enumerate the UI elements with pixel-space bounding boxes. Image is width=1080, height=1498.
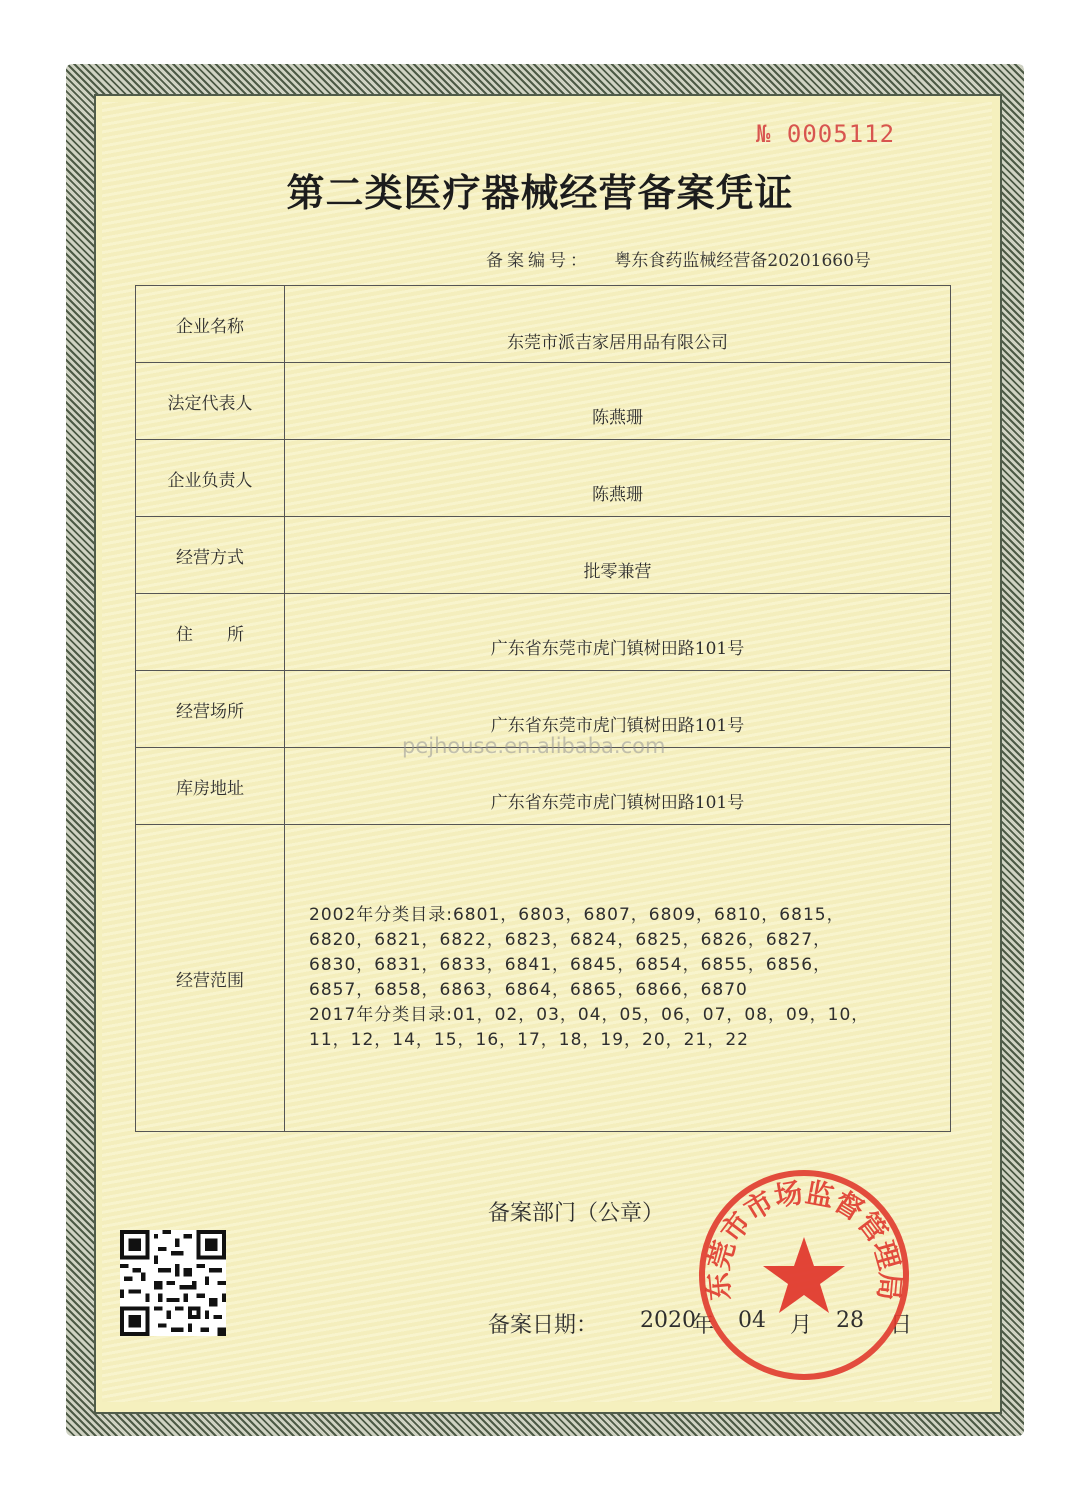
watermark-text: pejhouse.en.alibaba.com: [402, 734, 666, 758]
table-row: [136, 594, 951, 671]
row-value: 东莞市派吉家居用品有限公司: [285, 286, 951, 363]
row-key: 企业负责人: [136, 440, 285, 517]
filing-number-row: [486, 246, 871, 271]
certificate-number: № 0005112: [756, 120, 896, 148]
table-row-scope: [136, 825, 951, 1132]
row-value: 广东省东莞市虎门镇树田路101号: [285, 671, 951, 748]
filing-number-label: 备案编号：: [486, 251, 591, 271]
scope-line: 6857，6858，6863，6864，6865，6866，6870: [309, 980, 748, 1000]
date-label: 备案日期：: [488, 1313, 599, 1338]
table-row: [136, 517, 951, 594]
date-day-unit: 日: [890, 1313, 913, 1338]
scope-line: 2017年分类目录:01，02，03，04，05，06，07，08，09，10，: [309, 1005, 870, 1025]
scope-line: 2002年分类目录:6801，6803，6807，6809，6810，6815，: [309, 905, 845, 925]
row-value: 批零兼营: [285, 517, 951, 594]
department-seal-label: 备案部门（公章）: [488, 1201, 665, 1226]
date-year: 2020: [640, 1308, 696, 1333]
info-table: [135, 285, 951, 1132]
date-month: 04: [738, 1308, 766, 1333]
row-key: 住 所: [136, 594, 285, 671]
filing-number-value: 粤东食药监械经营备20201660号: [614, 251, 871, 271]
row-key: 库房地址: [136, 748, 285, 825]
scope-line: 11，12，14，15，16，17，18，19，20，21，22: [309, 1030, 749, 1050]
row-key: 企业名称: [136, 286, 285, 363]
table-row: [136, 440, 951, 517]
star-icon: [763, 1237, 845, 1313]
row-key: 经营场所: [136, 671, 285, 748]
scope-value: [285, 825, 951, 1132]
qr-code-icon: [120, 1230, 226, 1336]
official-seal: [694, 1165, 914, 1385]
row-key: 法定代表人: [136, 363, 285, 440]
scope-line: 6820，6821，6822，6823，6824，6825，6826，6827，: [309, 930, 832, 950]
row-value: 陈燕珊: [285, 363, 951, 440]
row-value: 陈燕珊: [285, 440, 951, 517]
seal-text: 东莞市市场监督管理局: [701, 1175, 907, 1302]
row-value: 广东省东莞市虎门镇树田路101号: [285, 594, 951, 671]
table-row: [136, 286, 951, 363]
table-row: [136, 748, 951, 825]
scope-line: 6830，6831，6833，6841，6845，6854，6855，6856，: [309, 955, 832, 975]
table-row: [136, 363, 951, 440]
date-day: 28: [836, 1308, 864, 1333]
row-value: 广东省东莞市虎门镇树田路101号: [285, 748, 951, 825]
date-month-unit: 月: [790, 1313, 813, 1338]
certificate-title: 第二类医疗器械经营备案凭证: [286, 170, 794, 215]
date-year-unit: 年: [692, 1313, 715, 1338]
row-key: 经营方式: [136, 517, 285, 594]
scope-key: 经营范围: [136, 825, 285, 1132]
